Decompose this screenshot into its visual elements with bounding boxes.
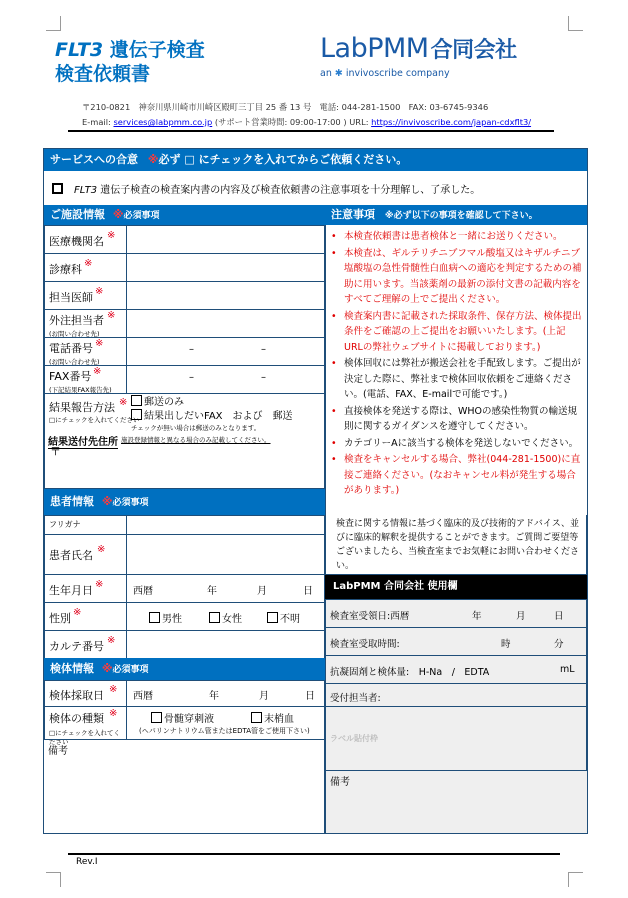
notes-box (325, 225, 587, 515)
lab-anticoagulant-field[interactable]: 抗凝固剤と検体量: H-Na / EDTA mL (325, 655, 587, 684)
company-logo: LabPMM合同会社 an ✱ invivoscribe company (320, 33, 517, 79)
contact-line: E-mail: services@labpmm.co.jp (サポート営業時間: 09:00-17:00 ) URL: https://invivoscribe.com/japan-cdxflt3/ (82, 117, 532, 127)
note-item (330, 356, 583, 403)
header-rule (68, 130, 554, 132)
patient-name-label-cell: 患者氏名 ※ (44, 534, 127, 575)
medical-institution-label-cell: 医療機関名 ※ (44, 225, 127, 254)
note-item (330, 309, 583, 356)
sex-unknown-checkbox[interactable] (267, 612, 278, 623)
bullet-icon: • (331, 310, 337, 322)
note-item (330, 246, 583, 308)
medical-institution-input[interactable] (126, 225, 325, 254)
agreement-row: FLT3 遺伝子検査の検査案内書の内容及び検査依頼書の注意事項を十分理解し、了承した。 (44, 171, 587, 206)
phone-label-cell: 電話番号 ※ (お問い合わせ先) (44, 337, 127, 366)
sex-male-checkbox[interactable] (149, 612, 160, 623)
specimen-type-options: 骨髄穿刺液 末梢血 (ヘパリンナトリウム管またはEDTA管をご使用下さい) (126, 706, 325, 740)
lab-receiver-field[interactable]: 受付担当者: (325, 683, 587, 707)
dob-input[interactable]: 西暦 年 月 日 (126, 574, 325, 603)
crop-mark-bottom-left (46, 872, 61, 887)
note-item (330, 229, 583, 245)
bullet-icon: • (331, 454, 337, 465)
phone-input[interactable]: – – (126, 337, 325, 366)
bullet-icon: • (331, 358, 337, 369)
result-method-row: 結果報告方法 ※ □にチェックを入れてください 郵送のみ 結果出しだいFAX および 郵送 チェックが無い場合は郵送のみとなります。 (44, 393, 325, 433)
title-gene-name: FLT3 (55, 39, 104, 61)
form-title: FLT3 遺伝子検査 検査依頼書 (55, 39, 205, 85)
note-text: 検査をキャンセルする場合、弊社(044-281-1500)に直接ご連絡ください。(なおキャンセル料が発生する場合があります。) (344, 454, 581, 496)
agreement-checkbox[interactable] (52, 183, 63, 194)
bone-marrow-checkbox[interactable] (151, 712, 162, 723)
facility-header: ご施設情報 ※必須事項 (44, 205, 325, 225)
department-input[interactable] (126, 253, 325, 282)
service-agreement-header: サービスへの合意 ※必ず □ にチェックを入れてからご依頼ください。 (44, 149, 587, 171)
footer-rule (68, 853, 560, 855)
patient-header: 患者情報 ※必須事項 (44, 489, 325, 515)
collection-date-input[interactable]: 西暦 年 月 日 (126, 680, 325, 707)
note-item (330, 436, 583, 452)
notes-list (330, 229, 583, 499)
doctor-input[interactable] (126, 281, 325, 310)
crop-mark-top-left (46, 16, 61, 31)
furigana-input[interactable] (126, 515, 325, 535)
sex-options: 男性 女性 不明 (126, 602, 325, 631)
company-address: 〒210-0821 神奈川県川崎市川崎区殿町三丁目 25 番 13 号 電話: 044-281-1500 FAX: 03-6745-9346 (82, 102, 489, 112)
crop-mark-bottom-right (568, 872, 583, 887)
lab-use-header: LabPMM 合同会社 使用欄 (325, 575, 587, 599)
title-line2: 検査依頼書 (55, 63, 151, 85)
consultation-notice: 検査に関する情報に基づく臨床的及び技術的アドバイス、並びに臨床的解釈を提供することができます。ご質問ご要望等ございましたら、当検査室までお気軽にお問い合わせください。 (325, 515, 587, 575)
note-text: 直接検体を発送する際は、WHOの感染性物質の輸送規則に関するガイダンスを遵守してください。 (344, 405, 578, 432)
invivoscribe-star-icon: ✱ (334, 68, 343, 79)
note-text: 本検査依頼書は患者検体と一緒にお送りください。 (344, 231, 563, 242)
chart-number-input[interactable] (126, 630, 325, 659)
bullet-icon: • (331, 231, 337, 242)
sex-female-checkbox[interactable] (209, 612, 220, 623)
specimen-type-label-cell: 検体の種類 ※ □にチェックを入れてください (44, 706, 127, 740)
collection-date-label-cell: 検体採取日 ※ (44, 680, 127, 707)
revision-label: Rev.I (76, 857, 98, 867)
chart-number-label-cell: カルテ番号 ※ (44, 630, 127, 659)
fax-label-cell: FAX番号 ※ (下記結果FAX報告先) (44, 365, 127, 394)
crop-mark-top-right (568, 16, 583, 31)
bullet-icon: • (331, 247, 337, 259)
url-link[interactable]: https://invivoscribe.com/japan-cdxflt3/ (371, 117, 532, 127)
note-text: 検体回収には弊社が搬送会社を手配致します。ご提出が決定した際に、弊社まで検体回収依頼をご連絡ください。(電話、FAX、E-mailで可能です。) (344, 358, 581, 400)
patient-name-input[interactable] (126, 534, 325, 575)
specimen-remarks-area[interactable]: 備考 (44, 739, 325, 833)
result-fax-and-mail-checkbox[interactable] (131, 409, 142, 420)
fax-input[interactable]: – – (126, 365, 325, 394)
outsourcing-contact-input[interactable] (126, 309, 325, 338)
peripheral-blood-checkbox[interactable] (251, 712, 262, 723)
outsourcing-contact-label-cell: 外注担当者 ※ (お問い合わせ先) (44, 309, 127, 338)
request-form (43, 148, 588, 834)
furigana-label-cell: フリガナ (44, 515, 127, 535)
lab-received-time-field[interactable]: 検査室受取時間: 時 分 (325, 627, 587, 656)
note-text: カテゴリーAに該当する検体を発送しないでください。 (344, 437, 579, 449)
result-mail-only-checkbox[interactable] (131, 395, 142, 406)
notes-header: 注意事項 ※必ず以下の事項を確認して下さい。 (325, 205, 587, 225)
bullet-icon: • (331, 405, 337, 417)
note-text: 検査案内書に記載された採取条件、保存方法、検体提出条件をご確認の上ご提出をお願いいたします。(上記URLの弊社ウェブサイトに掲載しております。) (344, 310, 582, 353)
email-link[interactable]: services@labpmm.co.jp (113, 117, 213, 127)
lab-received-date-field[interactable]: 検査室受領日:西暦 年 月 日 (325, 599, 587, 628)
lab-remarks-area[interactable]: 備考 (325, 770, 587, 833)
sex-label-cell: 性別 ※ (44, 602, 127, 631)
bullet-icon: • (331, 437, 337, 449)
department-label-cell: 診療科 ※ (44, 253, 127, 282)
label-attach-area: ラベル貼付枠 (325, 706, 587, 771)
note-item (330, 452, 583, 499)
specimen-header: 検体情報 ※必須事項 (44, 658, 325, 680)
note-text: 本検査は、ギルテリチニブフマル酸塩又はキザルチニブ塩酸塩の急性骨髄性白血病への適応を判定するための補助に用います。当該薬剤の最新の添付文書の記載内容をすべてご理解の上でご提出ください。 (344, 247, 582, 305)
note-item (330, 404, 583, 435)
dob-label-cell: 生年月日 ※ (44, 574, 127, 603)
doctor-label-cell: 担当医師 ※ (44, 281, 127, 310)
send-address-row[interactable]: 結果送付先住所 施設登録情報と異なる場合のみ記載してください。 〒 (44, 433, 325, 489)
